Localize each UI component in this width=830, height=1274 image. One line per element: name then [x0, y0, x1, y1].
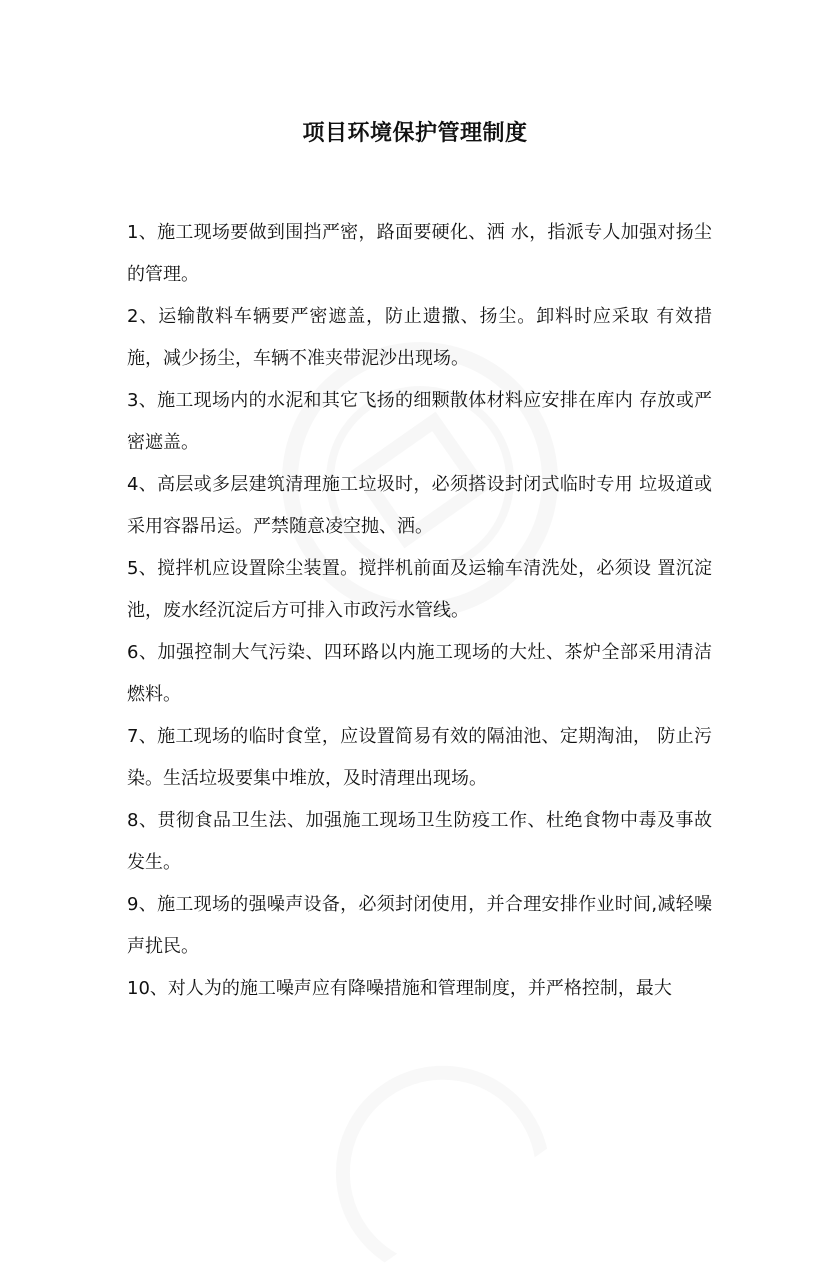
page-title: 项目环境保护管理制度 — [302, 121, 528, 146]
watermark-logo-bottom-icon — [276, 1006, 564, 1274]
list-item-7: 7、施工现场的临时食堂，应设置简易有效的隔油池、定期淘油， 防止污染。生活垃圾要集中堆放，及时清理出现场。 — [127, 726, 712, 789]
list-item-4: 4、高层或多层建筑清理施工垃圾时，必须搭设封闭式临时专用 垃圾道或采用容器吊运。严禁随意凌空抛、洒。 — [127, 474, 712, 537]
list-item-1: 1、施工现场要做到围挡严密，路面要硬化、洒 水，指派专人加强对扬尘的管理。 — [127, 222, 712, 285]
document-body — [127, 212, 712, 1010]
list-item-5: 5、搅拌机应设置除尘装置。搅拌机前面及运输车清洗处，必须设 置沉淀池，废水经沉淀后方可排入市政污水管线。 — [127, 558, 712, 621]
list-item-6: 6、加强控制大气污染、四环路以内施工现场的大灶、茶炉全部采用清洁燃料。 — [127, 642, 712, 705]
list-item-8: 8、贯彻食品卫生法、加强施工现场卫生防疫工作、杜绝食物中毒及事故发生。 — [127, 810, 712, 873]
list-item-2: 2、运输散料车辆要严密遮盖，防止遗撒、扬尘。卸料时应采取 有效措施，减少扬尘，车辆不准夹带泥沙出现场。 — [127, 306, 712, 369]
list-item-9: 9、施工现场的强噪声设备，必须封闭使用，并合理安排作业时间,减轻噪声扰民。 — [127, 894, 712, 957]
list-item-3: 3、施工现场内的水泥和其它飞扬的细颗散体材料应安排在库内 存放或严密遮盖。 — [127, 390, 712, 453]
list-item-10: 10、对人为的施工噪声应有降噪措施和管理制度，并严格控制，最大 — [127, 978, 672, 999]
